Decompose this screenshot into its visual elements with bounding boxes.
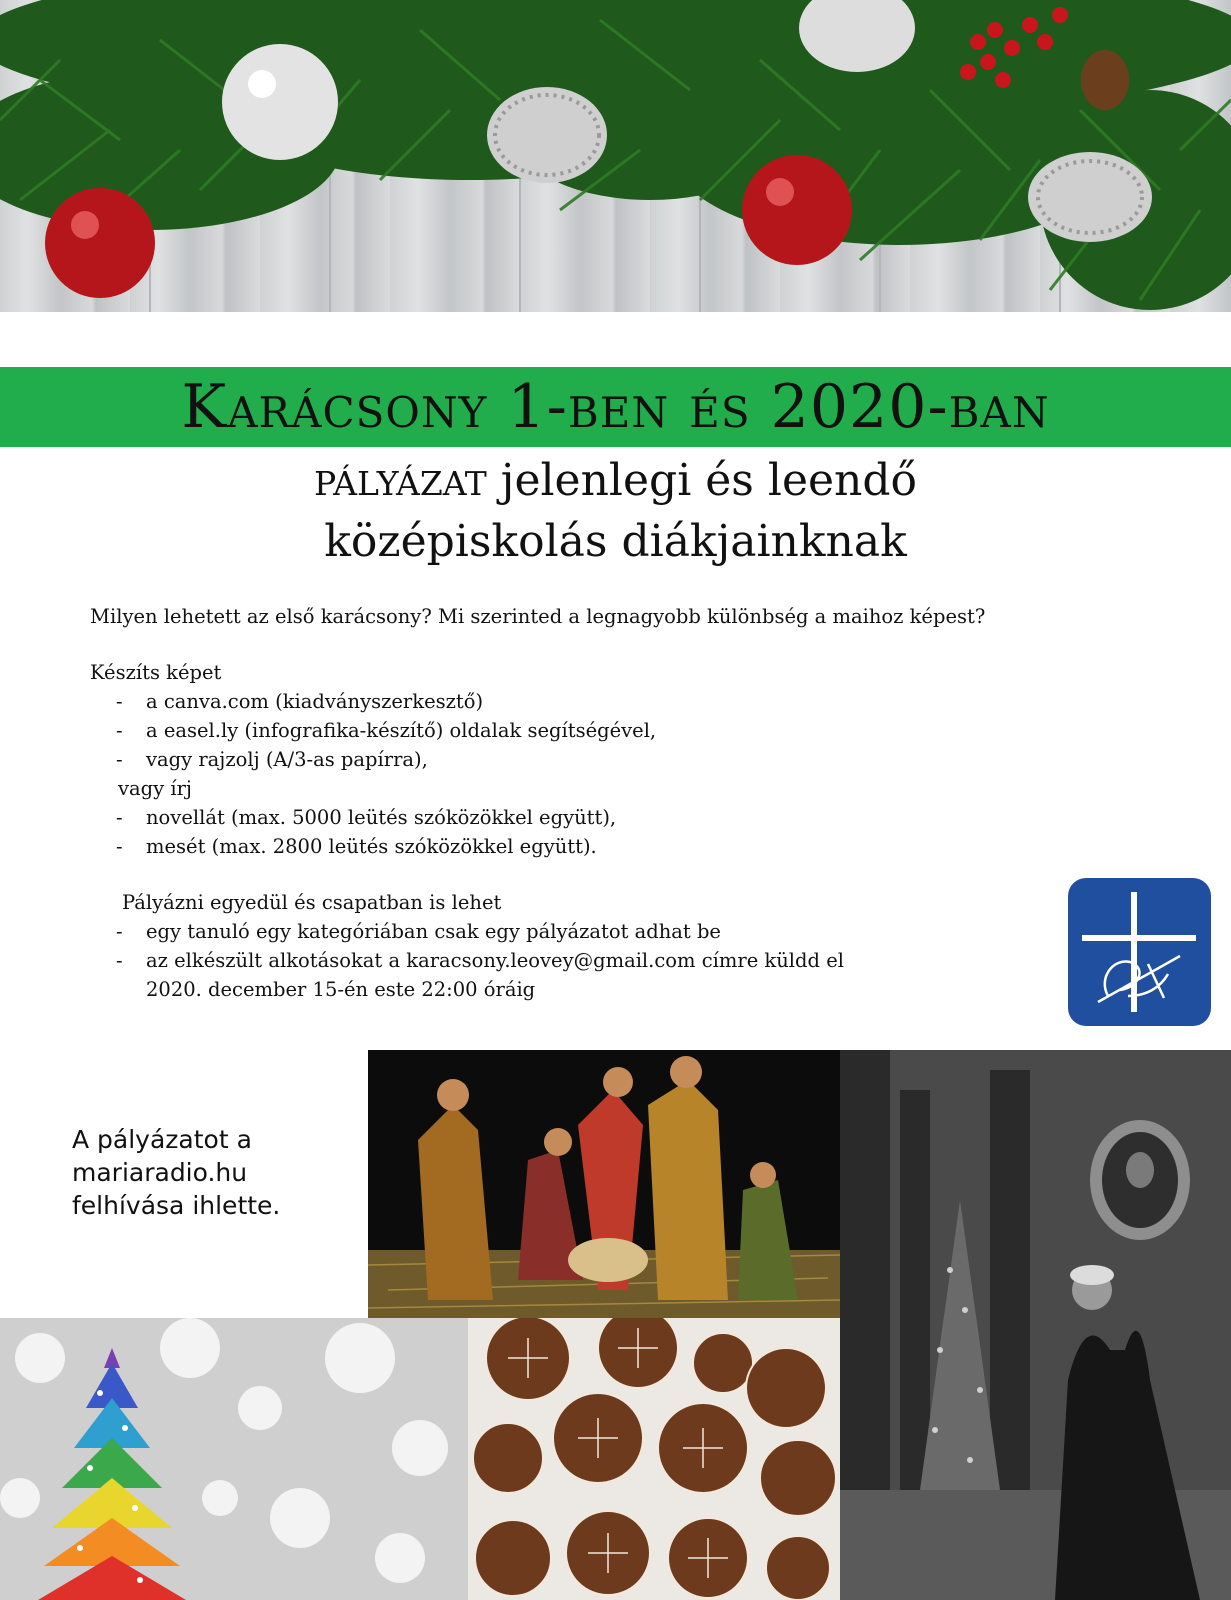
rules-heading: Pályázni egyedül és csapatban is lehet [122, 891, 502, 914]
title-bar [0, 367, 1231, 447]
deadline: 2020. december 15-én este 22:00 óráig [146, 978, 536, 1001]
subtitle-line-2: középiskolás diákjainknak [324, 516, 907, 567]
list-dash: - [116, 719, 123, 742]
list-dash: - [116, 835, 123, 858]
list-item: - egy tanuló egy kategóriában csak egy pályázatot adhat be [116, 917, 844, 946]
list-item: - a canva.com (kiadványszerkesztő) [90, 687, 656, 716]
or-write-label: vagy írj [118, 777, 192, 800]
list-item: - vagy rajzolj (A/3-as papírra), [90, 745, 656, 774]
subtitle [0, 452, 1231, 571]
gingerbread-cookies-image [468, 1318, 840, 1600]
subtitle-caps: PÁLYÁZAT [313, 464, 487, 503]
intro-question: Milyen lehetett az első karácsony? Mi szerinted a legnagyobb különbség a maihoz képest? [90, 605, 986, 628]
inspired-by-note: A pályázatot a mariaradio.hu felhívása ihlette. [72, 1125, 281, 1220]
list-item: - mesét (max. 2800 leütés szóközökkel együtt). [90, 832, 656, 861]
garland-banner-image [0, 0, 1231, 312]
subtitle-line-1 [0, 452, 1231, 513]
victorian-christmas-photo [840, 1050, 1231, 1600]
rules-section [116, 888, 844, 1004]
list-dash: - [116, 690, 123, 713]
cross-logo-icon [1068, 878, 1211, 1026]
list-dash: - [116, 949, 123, 972]
page-title: Karácsony 1-ben és 2020-ban [181, 372, 1050, 442]
list-item: - novellát (max. 5000 leütés szóközökkel együtt), [90, 803, 656, 832]
create-section [90, 658, 656, 861]
create-heading: Készíts képet [90, 661, 222, 684]
list-dash: - [116, 748, 123, 771]
nativity-scene-image [368, 1050, 840, 1318]
list-dash: - [116, 806, 123, 829]
subtitle-line-1-rest: jelenlegi és leendő [486, 455, 918, 506]
school-logo [1068, 878, 1211, 1026]
rainbow-christmas-tree-image [0, 1318, 468, 1600]
list-item: - a easel.ly (infografika-készítő) oldalak segítségével, [90, 716, 656, 745]
list-item: - az elkészült alkotásokat a karacsony.leovey@gmail.com címre küldd el [116, 946, 844, 975]
list-dash: - [116, 920, 123, 943]
